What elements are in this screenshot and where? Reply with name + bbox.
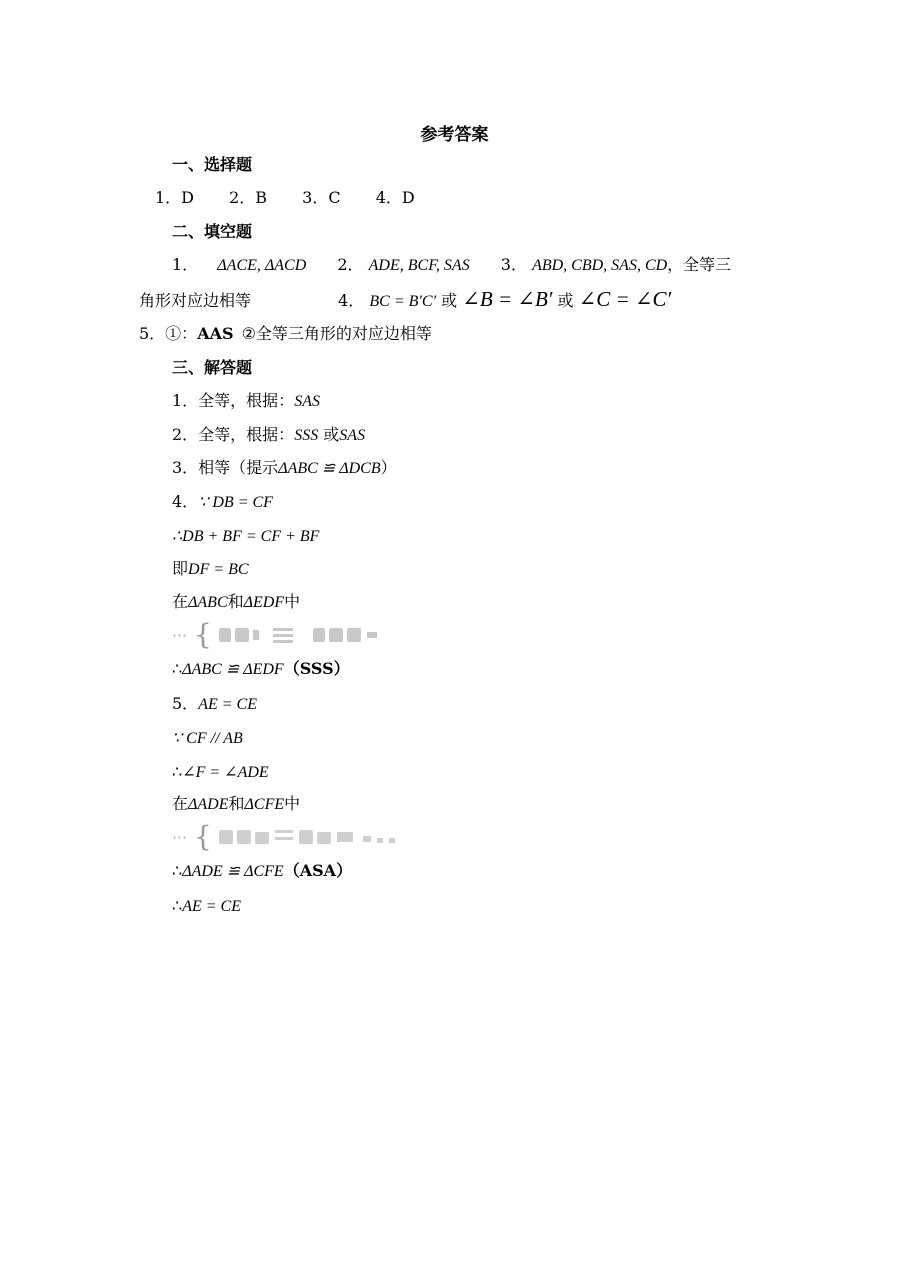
solve-a4-tri-1: ΔABC [188, 594, 228, 611]
choice-answer-4: 4．D [375, 188, 415, 207]
fill-q3-num: 3． [500, 255, 527, 274]
solve-a5-zai: 在 [172, 794, 189, 813]
solve-a5-equation-system [172, 820, 417, 853]
solve-a4-congruent: ΔABC ≌ ΔEDF [182, 661, 284, 678]
fill-q1-answer: ΔACE, ΔACD [217, 257, 307, 274]
left-brace-icon: { [194, 618, 213, 651]
fill-q5-rest: ②全等三角形的对应边相等 [241, 324, 432, 343]
fill-q4-a: BC = B′C′ [369, 293, 437, 310]
blurred-equations-image-2 [217, 826, 417, 848]
fill-q3-answer: ABD, CBD, SAS, CD [532, 257, 668, 274]
solve-a2-text: 2．全等，根据： [172, 425, 295, 444]
solve-a1-math: SAS [294, 393, 320, 410]
solve-a5-line-7 [172, 895, 241, 918]
fill-q3-continued: 角形对应边相等 [139, 291, 252, 310]
solve-a5-line-3 [172, 761, 269, 784]
solve-a5-reason: （ASA） [283, 861, 353, 880]
solve-a5-conclusion: AE = CE [182, 898, 241, 915]
blurred-equations-image [217, 624, 385, 646]
fill-q3-tail: ，全等三 [667, 255, 732, 274]
fill-q5-aas: AAS [197, 324, 234, 343]
solve-a2-math-1: SSS [294, 427, 319, 444]
section-heading-choice: 一、选择题 [172, 155, 253, 174]
solve-a5-ae-ce: AE = CE [198, 696, 257, 713]
solve-a5-tri-1: ΔADE [188, 796, 229, 813]
section-heading-solve: 三、解答题 [172, 358, 253, 377]
solve-a5-line-2 [172, 727, 243, 750]
fill-q4-or-1: 或 [441, 291, 458, 310]
fill-q4-or-2: 或 [557, 291, 574, 310]
solve-a4-line-1 [172, 491, 273, 514]
fill-q4-b: ∠B = ∠B′ [462, 287, 553, 311]
solve-answer-2 [172, 424, 365, 447]
solve-a4-ji: 即 [172, 559, 189, 578]
fill-q2-num: 2． [337, 255, 364, 274]
choice-answers [155, 187, 415, 209]
solve-a4-equation-system [172, 618, 385, 651]
solve-a5-parallel: ∵ CF // AB [172, 730, 243, 747]
solve-a1-text: 1．全等，根据： [172, 391, 295, 410]
solve-a4-therefore: ∴ [172, 659, 183, 678]
fill-q5-num: 5．①： [139, 324, 198, 343]
solve-a4-line-6 [172, 658, 350, 681]
choice-answer-3: 3．C [302, 188, 341, 207]
solve-a4-num: 4． [172, 492, 199, 511]
solve-a4-line-4 [172, 591, 300, 614]
solve-a4-zhong: 中 [284, 592, 301, 611]
solve-a4-line-3 [172, 558, 249, 581]
solve-a3-end: ） [380, 458, 397, 477]
fill-q1-num: 1． [172, 255, 199, 274]
solve-a4-df-bc: DF = BC [188, 561, 249, 578]
fill-q4-c: ∠C = ∠C′ [578, 287, 672, 311]
left-brace-icon-2: { [194, 820, 213, 853]
page-title: 参考答案 [420, 125, 489, 145]
brace-symbol: ⋯ [172, 626, 188, 644]
fill-line-3 [139, 323, 432, 345]
fill-line-1 [172, 254, 731, 277]
solve-a5-zhong: 中 [284, 794, 301, 813]
solve-a4-line-2 [172, 525, 319, 548]
solve-answer-1 [172, 390, 320, 413]
solve-a5-line-4 [172, 793, 300, 816]
solve-a5-angles: ∠F = ∠ADE [182, 764, 269, 781]
solve-a4-given: ∵ DB = CF [198, 494, 273, 511]
solve-a4-tri-2: ΔEDF [243, 594, 285, 611]
fill-q4-num: 4． [338, 291, 365, 310]
solve-a4-zai: 在 [172, 592, 189, 611]
solve-a3-text: 3．相等（提示 [172, 458, 279, 477]
solve-a5-line-1 [172, 693, 257, 716]
choice-answer-2: 2．B [229, 188, 268, 207]
solve-a2-math-2: SAS [339, 427, 366, 444]
solve-a5-therefore-1: ∴ [172, 762, 183, 781]
solve-a2-or: 或 [323, 425, 340, 444]
solve-a5-he: 和 [228, 794, 245, 813]
choice-answer-1: 1．D [155, 188, 195, 207]
solve-a5-therefore-2: ∴ [172, 861, 183, 880]
section-heading-fill: 二、填空题 [172, 222, 253, 241]
brace-symbol-2: ⋯ [172, 828, 188, 846]
solve-a5-line-6 [172, 860, 352, 883]
fill-q2-answer: ADE, BCF, SAS [368, 257, 470, 274]
solve-a4-he: 和 [227, 592, 244, 611]
fill-line-2 [139, 288, 671, 313]
solve-a5-therefore-3: ∴ [172, 896, 183, 915]
solve-a5-congruent: ΔADE ≌ ΔCFE [182, 863, 284, 880]
solve-a4-reason: （SSS） [283, 659, 350, 678]
solve-answer-3 [172, 457, 397, 480]
solve-a5-num: 5． [172, 694, 199, 713]
solve-a3-math: ΔABC ≌ ΔDCB [278, 460, 381, 477]
solve-a4-step: ∴DB + BF = CF + BF [172, 528, 320, 545]
solve-a5-tri-2: ΔCFE [244, 796, 285, 813]
